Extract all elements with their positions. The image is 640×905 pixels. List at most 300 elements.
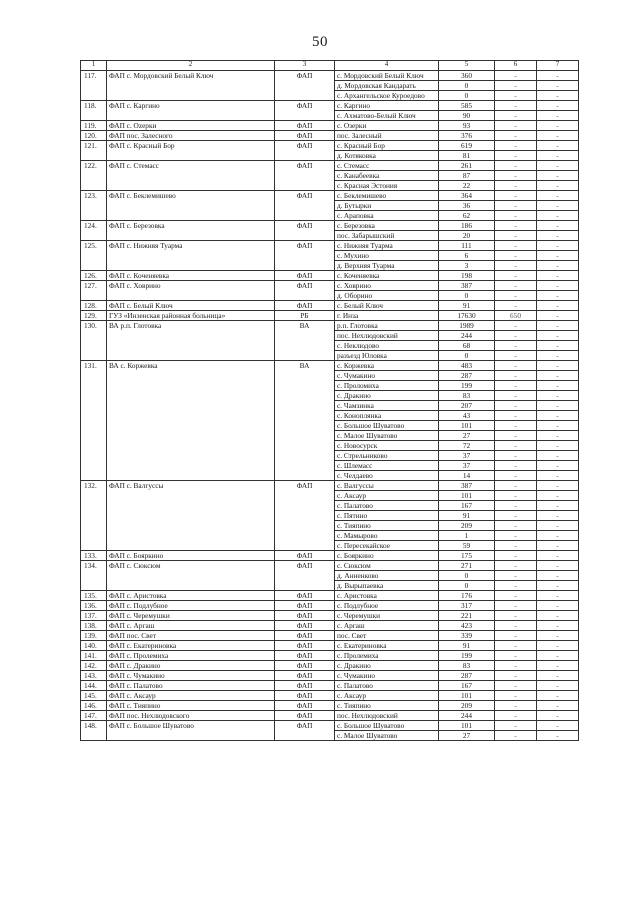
column-6-cell: - bbox=[495, 611, 537, 621]
column-6-cell: - bbox=[495, 301, 537, 311]
facility-name-cell: ФАП с. Бояркино bbox=[107, 551, 275, 561]
facility-name-cell: ГУЗ «Инзенская районная больница» bbox=[107, 311, 275, 321]
column-6-cell: - bbox=[495, 651, 537, 661]
population-cell: 87 bbox=[439, 171, 495, 181]
facility-type-cell: ФАП bbox=[275, 681, 335, 691]
facility-type-cell: ФАП bbox=[275, 561, 335, 591]
facility-type-cell: ФАП bbox=[275, 601, 335, 611]
settlement-cell: с. Малое Шуватово bbox=[335, 731, 439, 741]
settlement-cell: с. Мухино bbox=[335, 251, 439, 261]
column-6-cell: - bbox=[495, 691, 537, 701]
settlement-cell: с. Новосурск bbox=[335, 441, 439, 451]
column-6-cell: - bbox=[495, 461, 537, 471]
population-cell: 22 bbox=[439, 181, 495, 191]
column-7-cell: - bbox=[537, 401, 579, 411]
column-7-cell: - bbox=[537, 631, 579, 641]
settlement-cell: с. Мамырово bbox=[335, 531, 439, 541]
column-7-cell: - bbox=[537, 421, 579, 431]
population-cell: 0 bbox=[439, 81, 495, 91]
table-row bbox=[81, 591, 579, 601]
settlement-cell: с. Подлубное bbox=[335, 601, 439, 611]
column-7-cell: - bbox=[537, 671, 579, 681]
settlement-cell: с. Стемасс bbox=[335, 161, 439, 171]
table-row bbox=[81, 671, 579, 681]
column-7-cell: - bbox=[537, 621, 579, 631]
column-7-cell: - bbox=[537, 411, 579, 421]
population-cell: 27 bbox=[439, 431, 495, 441]
facility-type-cell: ФАП bbox=[275, 631, 335, 641]
row-number-cell: 145. bbox=[81, 691, 107, 701]
column-6-cell: - bbox=[495, 441, 537, 451]
column-7-cell: - bbox=[537, 291, 579, 301]
row-number-cell: 138. bbox=[81, 621, 107, 631]
settlement-cell: с. Сюксюм bbox=[335, 561, 439, 571]
row-number-cell: 130. bbox=[81, 321, 107, 361]
column-6-cell: - bbox=[495, 511, 537, 521]
table-row bbox=[81, 601, 579, 611]
facility-name-cell: ФАП с. Аксаур bbox=[107, 691, 275, 701]
column-7-cell: - bbox=[537, 661, 579, 671]
column-7-cell: - bbox=[537, 71, 579, 81]
column-7-cell: - bbox=[537, 221, 579, 231]
facility-type-cell: ФАП bbox=[275, 661, 335, 671]
column-7-cell: - bbox=[537, 251, 579, 261]
facility-name-cell: ФАП пос. Зaлесного bbox=[107, 131, 275, 141]
column-7-cell: - bbox=[537, 171, 579, 181]
facility-name-cell: ФАП с. Подлубное bbox=[107, 601, 275, 611]
column-7-cell: - bbox=[537, 391, 579, 401]
facility-name-cell: ФАП с. Нижняя Туарма bbox=[107, 241, 275, 271]
row-number-cell: 119. bbox=[81, 121, 107, 131]
column-6-cell: - bbox=[495, 211, 537, 221]
column-7-cell: - bbox=[537, 81, 579, 91]
column-7-cell: - bbox=[537, 721, 579, 731]
row-number-cell: 132. bbox=[81, 481, 107, 551]
column-6-cell: - bbox=[495, 261, 537, 271]
row-number-cell: 126. bbox=[81, 271, 107, 281]
settlement-cell: с. Бояркино bbox=[335, 551, 439, 561]
column-7-cell: - bbox=[537, 511, 579, 521]
column-6-cell: - bbox=[495, 421, 537, 431]
page-number: 50 bbox=[312, 34, 328, 50]
column-6-cell: - bbox=[495, 381, 537, 391]
column-7-cell: - bbox=[537, 201, 579, 211]
column-7-cell: - bbox=[537, 181, 579, 191]
facility-name-cell: ФАП с. Пролемиха bbox=[107, 651, 275, 661]
population-cell: 6 bbox=[439, 251, 495, 261]
column-6-cell: - bbox=[495, 671, 537, 681]
column-6-cell: - bbox=[495, 551, 537, 561]
column-6-cell: 650 bbox=[495, 311, 537, 321]
population-cell: 167 bbox=[439, 501, 495, 511]
population-cell: 0 bbox=[439, 351, 495, 361]
column-7-cell: - bbox=[537, 651, 579, 661]
settlement-cell: с. Неклюдово bbox=[335, 341, 439, 351]
settlement-cell: разъезд Юловка bbox=[335, 351, 439, 361]
settlement-cell: пос. Залесный bbox=[335, 131, 439, 141]
facility-name-cell: ФАП с. Дракино bbox=[107, 661, 275, 671]
table-row bbox=[81, 661, 579, 671]
population-cell: 101 bbox=[439, 721, 495, 731]
population-cell: 387 bbox=[439, 281, 495, 291]
table-row bbox=[81, 711, 579, 721]
column-7-cell: - bbox=[537, 691, 579, 701]
facility-type-cell: ФАП bbox=[275, 651, 335, 661]
settlement-cell: д. Анненково bbox=[335, 571, 439, 581]
column-7-cell: - bbox=[537, 451, 579, 461]
column-7-cell: - bbox=[537, 611, 579, 621]
settlement-cell: с. Палатово bbox=[335, 501, 439, 511]
facility-name-cell: ФАП с. Аристовка bbox=[107, 591, 275, 601]
row-number-cell: 133. bbox=[81, 551, 107, 561]
facility-type-cell: ВА bbox=[275, 361, 335, 481]
facility-name-cell: ФАП с. Тияпино bbox=[107, 701, 275, 711]
column-6-cell: - bbox=[495, 171, 537, 181]
population-cell: 101 bbox=[439, 691, 495, 701]
column-6-cell: - bbox=[495, 601, 537, 611]
settlement-cell: пос. Нехлюдовский bbox=[335, 331, 439, 341]
column-7-cell: - bbox=[537, 211, 579, 221]
population-cell: 101 bbox=[439, 421, 495, 431]
facility-type-cell: ФАП bbox=[275, 191, 335, 221]
table-row bbox=[81, 121, 579, 131]
settlement-cell: с. Дракино bbox=[335, 391, 439, 401]
table-row bbox=[81, 631, 579, 641]
settlement-cell: р.п. Глотовка bbox=[335, 321, 439, 331]
population-cell: 0 bbox=[439, 91, 495, 101]
column-6-cell: - bbox=[495, 221, 537, 231]
population-cell: 207 bbox=[439, 401, 495, 411]
column-6-cell: - bbox=[495, 521, 537, 531]
population-cell: 209 bbox=[439, 701, 495, 711]
population-cell: 68 bbox=[439, 341, 495, 351]
column-6-cell: - bbox=[495, 681, 537, 691]
facility-type-cell: ФАП bbox=[275, 141, 335, 161]
settlement-cell: с. Аксаур bbox=[335, 691, 439, 701]
column-6-cell: - bbox=[495, 281, 537, 291]
settlement-cell: с. Малое Шуватово bbox=[335, 431, 439, 441]
table-row bbox=[81, 551, 579, 561]
column-6-cell: - bbox=[495, 431, 537, 441]
facility-name-cell: ФАП с. Черемушки bbox=[107, 611, 275, 621]
column-6-cell: - bbox=[495, 701, 537, 711]
facility-name-cell: ФАП с. Коченяевка bbox=[107, 271, 275, 281]
column-7-cell: - bbox=[537, 681, 579, 691]
column-6-cell: - bbox=[495, 641, 537, 651]
column-7-cell: - bbox=[537, 161, 579, 171]
facility-name-cell: ВА р.п. Глотовка bbox=[107, 321, 275, 361]
population-cell: 101 bbox=[439, 491, 495, 501]
row-number-cell: 123. bbox=[81, 191, 107, 221]
table-row bbox=[81, 221, 579, 231]
facility-name-cell: ФАП с. Чумакино bbox=[107, 671, 275, 681]
settlement-cell: с. Чамзинка bbox=[335, 401, 439, 411]
settlement-cell: с. Каргино bbox=[335, 101, 439, 111]
row-number-cell: 146. bbox=[81, 701, 107, 711]
facility-type-cell: ФАП bbox=[275, 701, 335, 711]
population-cell: 62 bbox=[439, 211, 495, 221]
settlement-cell: с. Красная Эстония bbox=[335, 181, 439, 191]
facility-type-cell: ФАП bbox=[275, 481, 335, 551]
population-cell: 317 bbox=[439, 601, 495, 611]
population-cell: 339 bbox=[439, 631, 495, 641]
settlement-cell: с. Канабеевка bbox=[335, 171, 439, 181]
population-cell: 1989 bbox=[439, 321, 495, 331]
settlement-cell: д. Мордовская Кандарать bbox=[335, 81, 439, 91]
facility-type-cell: РБ bbox=[275, 311, 335, 321]
population-cell: 37 bbox=[439, 461, 495, 471]
facility-type-cell: ФАП bbox=[275, 131, 335, 141]
column-7-cell: - bbox=[537, 531, 579, 541]
facility-name-cell: ФАП с. Мордовский Белый Ключ bbox=[107, 71, 275, 101]
column-6-cell: - bbox=[495, 661, 537, 671]
column-6-cell: - bbox=[495, 191, 537, 201]
settlement-cell: с. Озерки bbox=[335, 121, 439, 131]
population-cell: 27 bbox=[439, 731, 495, 741]
column-7-cell: - bbox=[537, 151, 579, 161]
population-cell: 244 bbox=[439, 331, 495, 341]
table-row bbox=[81, 701, 579, 711]
population-cell: 271 bbox=[439, 561, 495, 571]
settlement-cell: с. Красный Бор bbox=[335, 141, 439, 151]
column-7-cell: - bbox=[537, 731, 579, 741]
table-row bbox=[81, 361, 579, 371]
settlement-cell: с. Ахматово-Белый Ключ bbox=[335, 111, 439, 121]
column-7-cell: - bbox=[537, 301, 579, 311]
facility-name-cell: ФАП с. Белый Ключ bbox=[107, 301, 275, 311]
facility-name-cell: ВА с. Коржевка bbox=[107, 361, 275, 481]
row-number-cell: 137. bbox=[81, 611, 107, 621]
row-number-cell: 127. bbox=[81, 281, 107, 301]
row-number-cell: 144. bbox=[81, 681, 107, 691]
settlement-cell: с. Стрельниково bbox=[335, 451, 439, 461]
settlement-cell: с. Нижняя Туарма bbox=[335, 241, 439, 251]
population-cell: 209 bbox=[439, 521, 495, 531]
column-7-cell: - bbox=[537, 91, 579, 101]
header-cell: 6 bbox=[495, 61, 537, 71]
column-7-cell: - bbox=[537, 281, 579, 291]
column-6-cell: - bbox=[495, 491, 537, 501]
column-6-cell: - bbox=[495, 541, 537, 551]
settlement-cell: с. Тияпино bbox=[335, 521, 439, 531]
population-cell: 199 bbox=[439, 651, 495, 661]
table-row bbox=[81, 141, 579, 151]
column-7-cell: - bbox=[537, 101, 579, 111]
population-cell: 0 bbox=[439, 291, 495, 301]
row-number-cell: 140. bbox=[81, 641, 107, 651]
population-cell: 81 bbox=[439, 151, 495, 161]
facility-name-cell: ФАП с. Каргино bbox=[107, 101, 275, 121]
column-6-cell: - bbox=[495, 231, 537, 241]
column-6-cell: - bbox=[495, 201, 537, 211]
population-cell: 43 bbox=[439, 411, 495, 421]
column-7-cell: - bbox=[537, 501, 579, 511]
settlement-cell: с. Челдаево bbox=[335, 471, 439, 481]
population-cell: 619 bbox=[439, 141, 495, 151]
column-6-cell: - bbox=[495, 731, 537, 741]
population-cell: 3 bbox=[439, 261, 495, 271]
table-row bbox=[81, 621, 579, 631]
column-6-cell: - bbox=[495, 711, 537, 721]
settlement-cell: с. Большое Шуватово bbox=[335, 421, 439, 431]
header-cell: 5 bbox=[439, 61, 495, 71]
settlement-cell: пос. Свет bbox=[335, 631, 439, 641]
facility-type-cell: ФАП bbox=[275, 281, 335, 301]
settlement-cell: с. Аргаш bbox=[335, 621, 439, 631]
column-6-cell: - bbox=[495, 451, 537, 461]
table-row bbox=[81, 241, 579, 251]
settlement-cell: д. Вырыпаевка bbox=[335, 581, 439, 591]
table-row bbox=[81, 101, 579, 111]
column-6-cell: - bbox=[495, 131, 537, 141]
header-cell: 3 bbox=[275, 61, 335, 71]
facility-name-cell: ФАП пос. Нехлюдовского bbox=[107, 711, 275, 721]
column-6-cell: - bbox=[495, 341, 537, 351]
settlement-cell: с. Черемушки bbox=[335, 611, 439, 621]
table-row bbox=[81, 721, 579, 731]
population-cell: 175 bbox=[439, 551, 495, 561]
settlement-cell: д. Бутырки bbox=[335, 201, 439, 211]
column-6-cell: - bbox=[495, 321, 537, 331]
header-cell: 2 bbox=[107, 61, 275, 71]
population-cell: 376 bbox=[439, 131, 495, 141]
facility-type-cell: ФАП bbox=[275, 621, 335, 631]
table-row bbox=[81, 271, 579, 281]
column-7-cell: - bbox=[537, 461, 579, 471]
population-cell: 91 bbox=[439, 301, 495, 311]
column-7-cell: - bbox=[537, 241, 579, 251]
facility-type-cell: ФАП bbox=[275, 121, 335, 131]
column-6-cell: - bbox=[495, 271, 537, 281]
settlement-cell: с. Проломиха bbox=[335, 381, 439, 391]
settlement-cell: с. Ховрино bbox=[335, 281, 439, 291]
settlement-cell: с. Архангельское Куроедово bbox=[335, 91, 439, 101]
population-cell: 59 bbox=[439, 541, 495, 551]
table-row bbox=[81, 311, 579, 321]
facilities-table bbox=[80, 60, 579, 741]
column-6-cell: - bbox=[495, 411, 537, 421]
column-7-cell: - bbox=[537, 331, 579, 341]
settlement-cell: с. Валгуссы bbox=[335, 481, 439, 491]
population-cell: 0 bbox=[439, 581, 495, 591]
column-7-cell: - bbox=[537, 121, 579, 131]
column-7-cell: - bbox=[537, 441, 579, 451]
settlement-cell: с. Мордовский Белый Ключ bbox=[335, 71, 439, 81]
column-7-cell: - bbox=[537, 231, 579, 241]
row-number-cell: 131. bbox=[81, 361, 107, 481]
column-7-cell: - bbox=[537, 541, 579, 551]
facility-type-cell: ФАП bbox=[275, 671, 335, 681]
settlement-cell: г. Инза bbox=[335, 311, 439, 321]
population-cell: 221 bbox=[439, 611, 495, 621]
facility-type-cell: ФАП bbox=[275, 221, 335, 241]
population-cell: 244 bbox=[439, 711, 495, 721]
column-6-cell: - bbox=[495, 181, 537, 191]
column-7-cell: - bbox=[537, 341, 579, 351]
column-6-cell: - bbox=[495, 721, 537, 731]
column-6-cell: - bbox=[495, 91, 537, 101]
column-6-cell: - bbox=[495, 621, 537, 631]
settlement-cell: с. Чумакино bbox=[335, 671, 439, 681]
settlement-cell: с. Пересекайское bbox=[335, 541, 439, 551]
population-cell: 585 bbox=[439, 101, 495, 111]
column-6-cell: - bbox=[495, 151, 537, 161]
settlement-cell: с. Белый Ключ bbox=[335, 301, 439, 311]
column-6-cell: - bbox=[495, 161, 537, 171]
column-6-cell: - bbox=[495, 111, 537, 121]
population-cell: 37 bbox=[439, 451, 495, 461]
population-cell: 287 bbox=[439, 371, 495, 381]
facility-type-cell: ФАП bbox=[275, 271, 335, 281]
column-7-cell: - bbox=[537, 571, 579, 581]
column-6-cell: - bbox=[495, 391, 537, 401]
facility-type-cell: ФАП bbox=[275, 301, 335, 311]
settlement-cell: с. Екатериновка bbox=[335, 641, 439, 651]
population-cell: 364 bbox=[439, 191, 495, 201]
column-7-cell: - bbox=[537, 261, 579, 271]
row-number-cell: 122. bbox=[81, 161, 107, 191]
settlement-cell: с. Аксаур bbox=[335, 491, 439, 501]
facility-name-cell: ФАП с. Валгуссы bbox=[107, 481, 275, 551]
facility-name-cell: ФАП с. Беклемишево bbox=[107, 191, 275, 221]
population-cell: 93 bbox=[439, 121, 495, 131]
header-cell: 7 bbox=[537, 61, 579, 71]
table-row bbox=[81, 691, 579, 701]
column-6-cell: - bbox=[495, 241, 537, 251]
facility-type-cell: ФАП bbox=[275, 591, 335, 601]
column-7-cell: - bbox=[537, 361, 579, 371]
facility-name-cell: ФАП с. Большое Шуватово bbox=[107, 721, 275, 741]
facility-type-cell: ФАП bbox=[275, 611, 335, 621]
row-number-cell: 121. bbox=[81, 141, 107, 161]
population-cell: 198 bbox=[439, 271, 495, 281]
population-cell: 72 bbox=[439, 441, 495, 451]
column-7-cell: - bbox=[537, 581, 579, 591]
table-row bbox=[81, 651, 579, 661]
row-number-cell: 125. bbox=[81, 241, 107, 271]
column-7-cell: - bbox=[537, 381, 579, 391]
column-7-cell: - bbox=[537, 481, 579, 491]
settlement-cell: с. Чумакино bbox=[335, 371, 439, 381]
column-7-cell: - bbox=[537, 491, 579, 501]
column-6-cell: - bbox=[495, 371, 537, 381]
header-cell: 4 bbox=[335, 61, 439, 71]
column-6-cell: - bbox=[495, 581, 537, 591]
row-number-cell: 139. bbox=[81, 631, 107, 641]
row-number-cell: 142. bbox=[81, 661, 107, 671]
column-7-cell: - bbox=[537, 141, 579, 151]
population-cell: 83 bbox=[439, 391, 495, 401]
table-row bbox=[81, 191, 579, 201]
settlement-cell: с. Шлемасс bbox=[335, 461, 439, 471]
column-6-cell: - bbox=[495, 251, 537, 261]
table-body bbox=[81, 71, 579, 741]
column-7-cell: - bbox=[537, 591, 579, 601]
column-7-cell: - bbox=[537, 641, 579, 651]
column-7-cell: - bbox=[537, 111, 579, 121]
column-6-cell: - bbox=[495, 361, 537, 371]
column-7-cell: - bbox=[537, 711, 579, 721]
population-cell: 91 bbox=[439, 641, 495, 651]
column-6-cell: - bbox=[495, 531, 537, 541]
population-cell: 36 bbox=[439, 201, 495, 211]
settlement-cell: с. Коченяевка bbox=[335, 271, 439, 281]
population-cell: 167 bbox=[439, 681, 495, 691]
population-cell: 261 bbox=[439, 161, 495, 171]
facility-type-cell: ФАП bbox=[275, 711, 335, 721]
column-6-cell: - bbox=[495, 631, 537, 641]
settlement-cell: с. Большое Шуватово bbox=[335, 721, 439, 731]
